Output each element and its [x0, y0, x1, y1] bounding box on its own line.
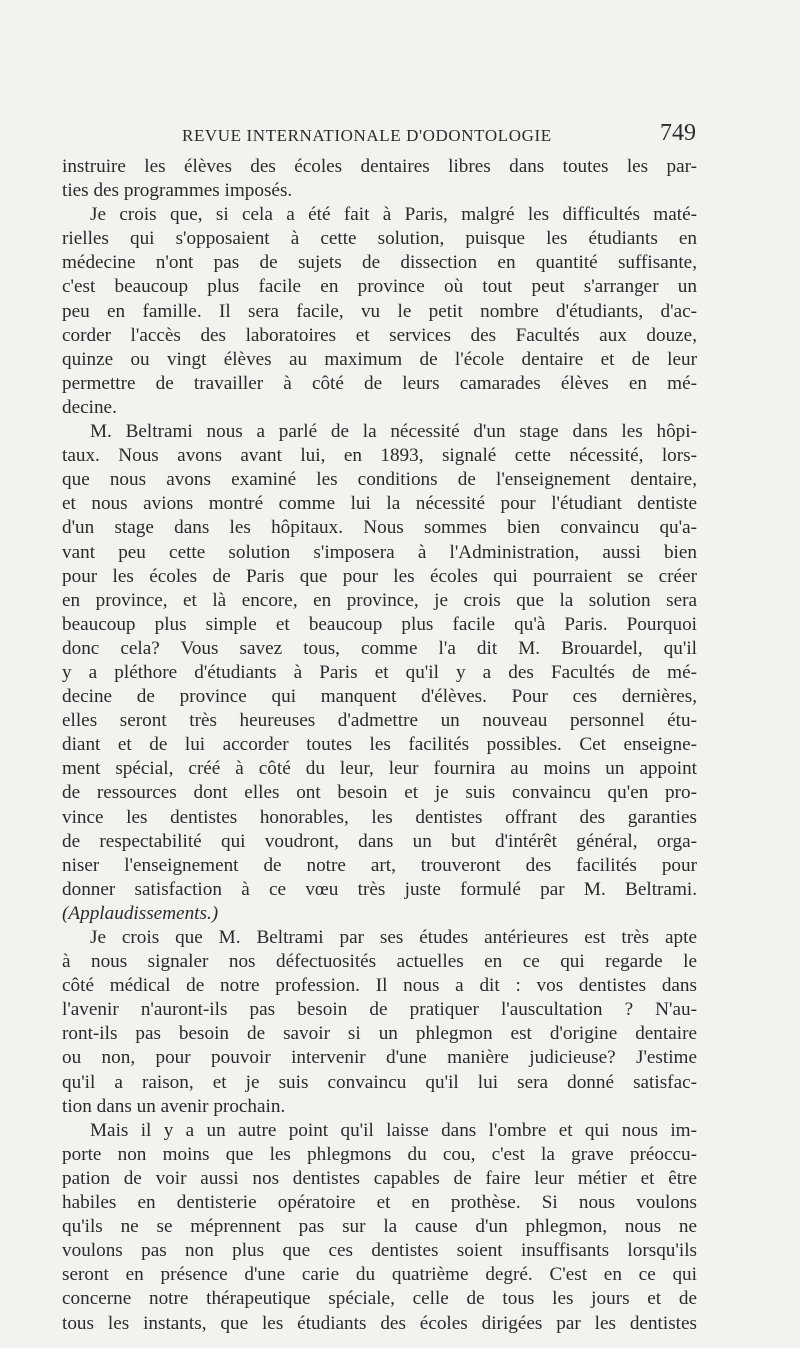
text-line: niser l'enseignement de notre art, trouveront des facilités pour: [62, 854, 697, 876]
text-line: donc cela? Vous savez tous, comme l'a dit M. Brouardel, qu'il: [62, 637, 697, 659]
text-line: M. Beltrami nous a parlé de la nécessité d'un stage dans les hôpi-: [90, 421, 697, 443]
text-line: vince les dentistes honorables, les dentistes offrant des garanties: [62, 806, 697, 828]
text-line: habiles en dentisterie opératoire et en prothèse. Si nous voulons: [62, 1192, 697, 1214]
text-line: decine de province qui manquent d'élèves. Pour ces dernières,: [62, 686, 697, 708]
text-line: pour les écoles de Paris que pour les écoles qui pourraient se créer: [62, 565, 697, 587]
text-line: decine.: [62, 396, 117, 418]
text-line: côté médical de notre profession. Il nous a dit : vos dentistes dans: [62, 975, 697, 997]
text-line: de ressources dont elles ont besoin et je suis convaincu qu'en pro-: [62, 782, 697, 804]
text-line: corder l'accès des laboratoires et services des Facultés aux douze,: [62, 324, 697, 346]
text-line: en province, et là encore, en province, je crois que la solution sera: [62, 589, 697, 611]
text-line: ou non, pour pouvoir intervenir d'une manière judicieuse? J'estime: [62, 1047, 697, 1069]
text-line: vant peu cette solution s'imposera à l'Administration, aussi bien: [62, 541, 697, 563]
text-line: Mais il y a un autre point qu'il laisse dans l'ombre et qui nous im-: [90, 1119, 697, 1141]
text-line: à nous signaler nos défectuosités actuelles en ce qui regarde le: [62, 951, 697, 973]
text-line: permettre de travailler à côté de leurs camarades élèves en mé-: [62, 372, 697, 394]
text-line: ment spécial, créé à côté du leur, leur fournira au moins un appoint: [62, 758, 697, 780]
text-line: tion dans un avenir prochain.: [62, 1095, 286, 1117]
text-line: ront-ils pas besoin de savoir si un phlegmon est d'origine dentaire: [62, 1023, 697, 1045]
text-line: peu en famille. Il sera facile, vu le petit nombre d'étudiants, d'ac-: [62, 300, 697, 322]
page-header: [112, 120, 696, 150]
text-line: que nous avons examiné les conditions de l'enseignement dentaire,: [62, 469, 697, 491]
text-line: quinze ou vingt élèves au maximum de l'école dentaire et de leur: [62, 348, 697, 370]
text-line: tous les instants, que les étudiants des écoles dirigées par les dentistes: [62, 1312, 697, 1334]
running-head: REVUE INTERNATIONALE D'ODONTOLOGIE: [182, 126, 552, 145]
text-line: y a pléthore d'étudiants à Paris et qu'il y a des Facultés de mé-: [62, 661, 697, 683]
text-line: Je crois que M. Beltrami par ses études antérieures est très apte: [90, 927, 697, 948]
text-line: de respectabilité qui voudront, dans un but d'intérêt général, orga-: [62, 830, 697, 852]
text-line: qu'il a raison, et je suis convaincu qu'il lui sera donné satisfac-: [62, 1071, 697, 1093]
text-line: donner satisfaction à ce vœu très juste formulé par M. Beltrami.: [62, 878, 697, 900]
applause-line: [62, 902, 697, 926]
text-line: pation de voir aussi nos dentistes capables de faire leur métier et être: [62, 1167, 697, 1189]
applause-note: (Applaudissements.): [62, 902, 219, 924]
text-line: c'est beaucoup plus facile en province où tout peut s'arranger un: [62, 276, 697, 298]
text-line: instruire les élèves des écoles dentaires libres dans toutes les par-: [62, 156, 697, 177]
page-number: 749: [660, 120, 696, 146]
text-line: rielles qui s'opposaient à cette solution, puisque les étudiants en: [62, 228, 697, 250]
text-line: elles seront très heureuses d'admettre un nouveau personnel étu-: [62, 710, 697, 732]
text-line: porte non moins que les phlegmons du cou, c'est la grave préoccu-: [62, 1143, 697, 1165]
text-line: beaucoup plus simple et beaucoup plus facile qu'à Paris. Pourquoi: [62, 613, 697, 635]
text-line: concerne notre thérapeutique spéciale, celle de tous les jours et de: [62, 1288, 697, 1310]
text-line: et nous avions montré comme lui la nécessité pour l'étudiant dentiste: [62, 493, 697, 515]
text-line: ties des programmes imposés.: [62, 180, 293, 202]
text-line: qu'ils ne se méprennent pas sur la cause d'un phlegmon, nous ne: [62, 1216, 697, 1238]
text-line: taux. Nous avons avant lui, en 1893, signalé cette nécessité, lors-: [62, 445, 697, 467]
text-line: Je crois que, si cela a été fait à Paris, malgré les difficultés maté-: [90, 204, 697, 226]
text-line: d'un stage dans les hôpitaux. Nous sommes bien convaincu qu'a-: [62, 517, 697, 539]
text-line: diant et de lui accorder toutes les facilités possibles. Cet enseigne-: [62, 734, 697, 756]
text-line: médecine n'ont pas de sujets de dissection en quantité suffisante,: [62, 252, 697, 274]
body-text: [62, 155, 697, 1336]
text-line: voulons pas non plus que ces dentistes soient insuffisants lorsqu'ils: [62, 1240, 697, 1262]
text-line: l'avenir n'auront-ils pas besoin de pratiquer l'auscultation ? N'au-: [62, 999, 697, 1021]
text-line: seront en présence d'une carie du quatrième degré. C'est en ce qui: [62, 1264, 697, 1286]
